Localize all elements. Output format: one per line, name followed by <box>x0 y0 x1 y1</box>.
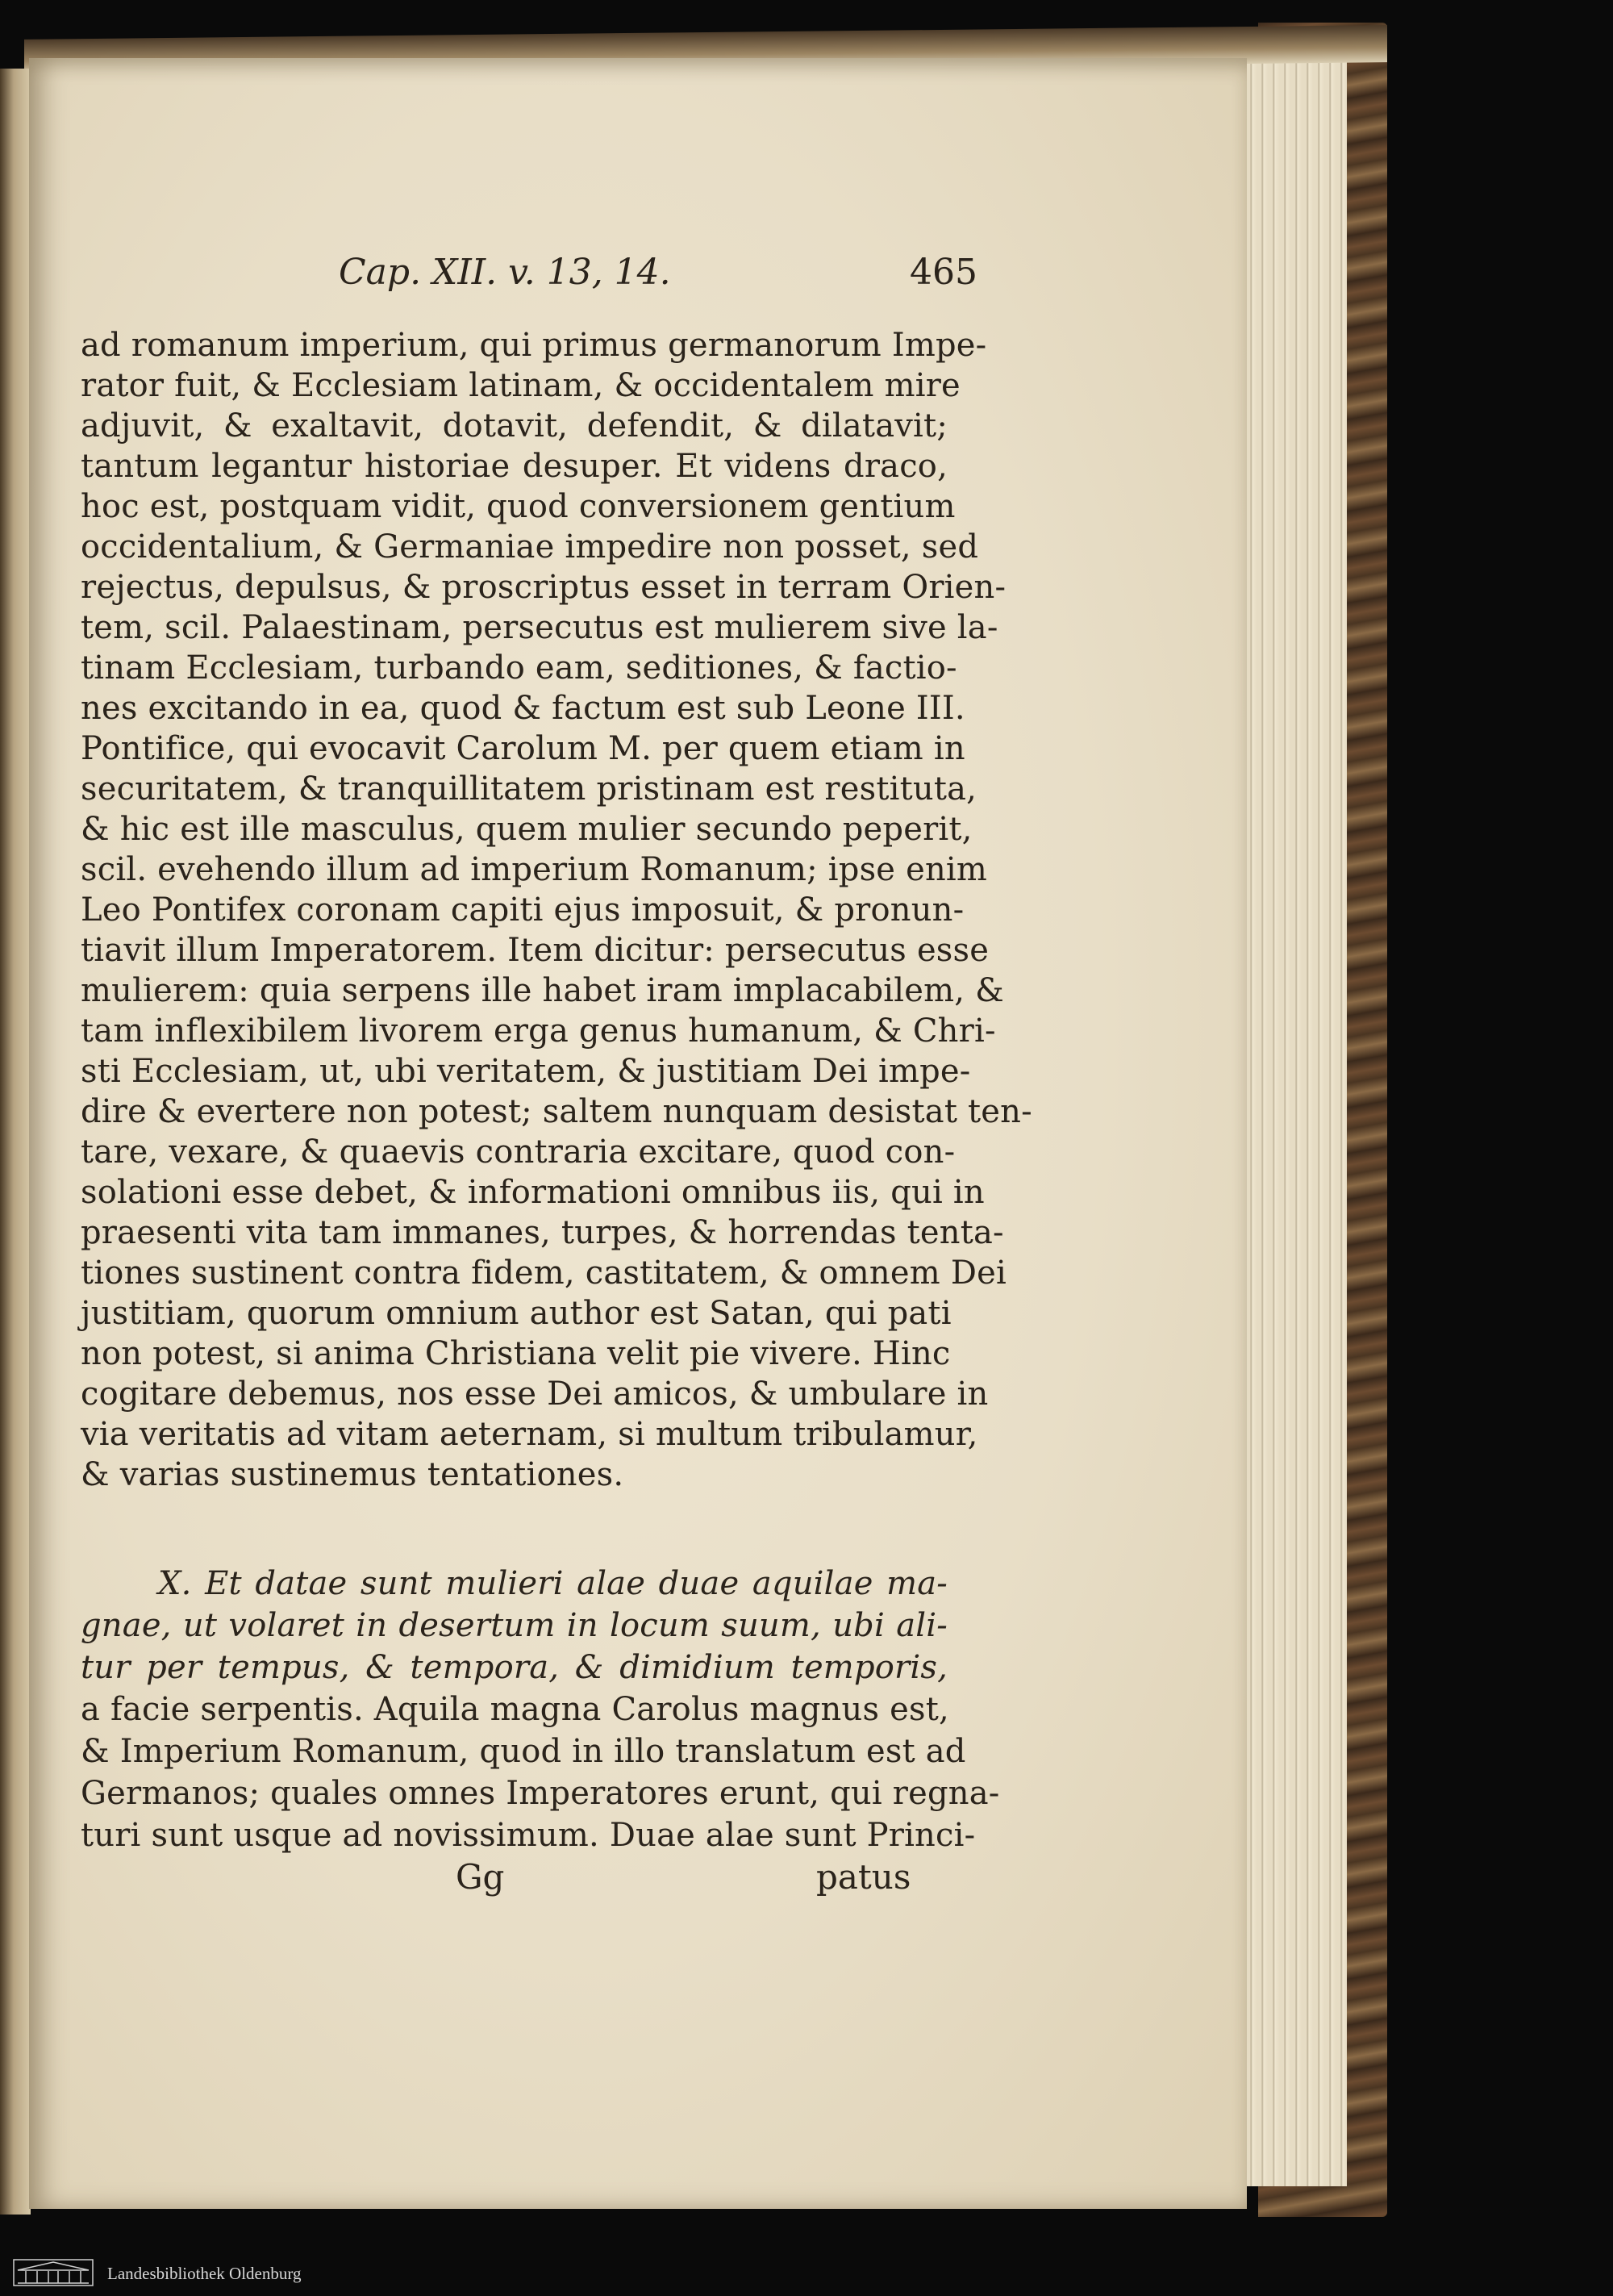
text-line: Pontifice, qui evocavit Carolum M. per quem etiam in <box>81 730 965 767</box>
text-line: tinam Ecclesiam, turbando eam, seditiones, & factio- <box>81 649 957 687</box>
text-line: tur per tempus, & tempora, & dimidium temporis, <box>81 1649 948 1686</box>
text-line: mulierem: quia serpens ille habet iram implacabilem, & <box>81 972 1004 1009</box>
text-line: ad romanum imperium, qui primus germanorum Impe- <box>81 327 987 364</box>
text-line: praesenti vita tam immanes, turpes, & horrendas tenta- <box>81 1214 1004 1251</box>
text-line: scil. evehendo illum ad imperium Romanum; ipse enim <box>81 851 988 888</box>
text-line: & varias sustinemus tentationes. <box>81 1456 624 1493</box>
text-line: adjuvit, & exaltavit, dotavit, defendit, & dilatavit; <box>81 407 948 445</box>
left-page-edge <box>0 69 31 2215</box>
page-number: 465 <box>910 252 977 293</box>
text-line: non potest, si anima Christiana velit pie vivere. Hinc <box>81 1335 951 1372</box>
text-line: nes excitando in ea, quod & factum est sub Leone III. <box>81 690 965 727</box>
text-line: occidentalium, & Germaniae impedire non posset, sed <box>81 528 979 566</box>
text-line: tare, vexare, & quaevis contraria excitare, quod con- <box>81 1133 956 1171</box>
text-line: dire & evertere non potest; saltem nunquam desistat ten- <box>81 1093 1032 1130</box>
text-line: gnae, ut volaret in desertum in locum suum, ubi ali- <box>81 1607 948 1644</box>
text-line: securitatem, & tranquillitatem pristinam est restituta, <box>81 770 977 808</box>
running-head: Cap. XII. v. 13, 14. <box>339 252 671 293</box>
text-line: hoc est, postquam vidit, quod conversionem gentium <box>81 488 956 525</box>
text-line: justitiam, quorum omnium author est Satan, qui pati <box>81 1295 952 1332</box>
text-line: & hic est ille masculus, quem mulier secundo peperit, <box>81 811 973 848</box>
text-line: a facie serpentis. Aquila magna Carolus magnus est, <box>81 1691 949 1728</box>
text-line: rejectus, depulsus, & proscriptus esset in terram Orien- <box>81 569 1007 606</box>
text-line: via veritatis ad vitam aeternam, si multum tribulamur, <box>81 1416 978 1453</box>
text-line: tiavit illum Imperatorem. Item dicitur: persecutus esse <box>81 932 990 969</box>
catchword: patus <box>816 1857 911 1897</box>
text-line: Germanos; quales omnes Imperatores erunt, qui regna- <box>81 1775 1000 1812</box>
text-line: rator fuit, & Ecclesiam latinam, & occidentalem mire <box>81 367 961 404</box>
text-line: & Imperium Romanum, quod in illo translatum est ad <box>81 1733 966 1770</box>
text-line: tem, scil. Palaestinam, persecutus est mulierem sive la- <box>81 609 998 646</box>
text-line: tantum legantur historiae desuper. Et videns draco, <box>81 448 948 485</box>
page-stack-edge <box>1234 56 1347 2186</box>
text-line: Leo Pontifex coronam capiti ejus imposuit, & pronun- <box>81 891 965 929</box>
library-building-icon <box>13 2259 94 2286</box>
library-label: Landesbibliothek Oldenburg <box>107 2264 302 2283</box>
text-line: tiones sustinent contra fidem, castitatem, & omnem Dei <box>81 1254 1007 1292</box>
text-line: turi sunt usque ad novissimum. Duae alae sunt Princi- <box>81 1817 976 1854</box>
signature-mark: Gg <box>456 1857 505 1897</box>
text-line: sti Ecclesiam, ut, ubi veritatem, & justitiam Dei impe- <box>81 1053 971 1090</box>
text-line: cogitare debemus, nos esse Dei amicos, & umbulare in <box>81 1376 989 1413</box>
text-line: tam inflexibilem livorem erga genus humanum, & Chri- <box>81 1012 996 1050</box>
text-line: X. Et datae sunt mulieri alae duae aquilae ma- <box>158 1565 948 1602</box>
text-line: solationi esse debet, & informationi omnibus iis, qui in <box>81 1174 985 1211</box>
